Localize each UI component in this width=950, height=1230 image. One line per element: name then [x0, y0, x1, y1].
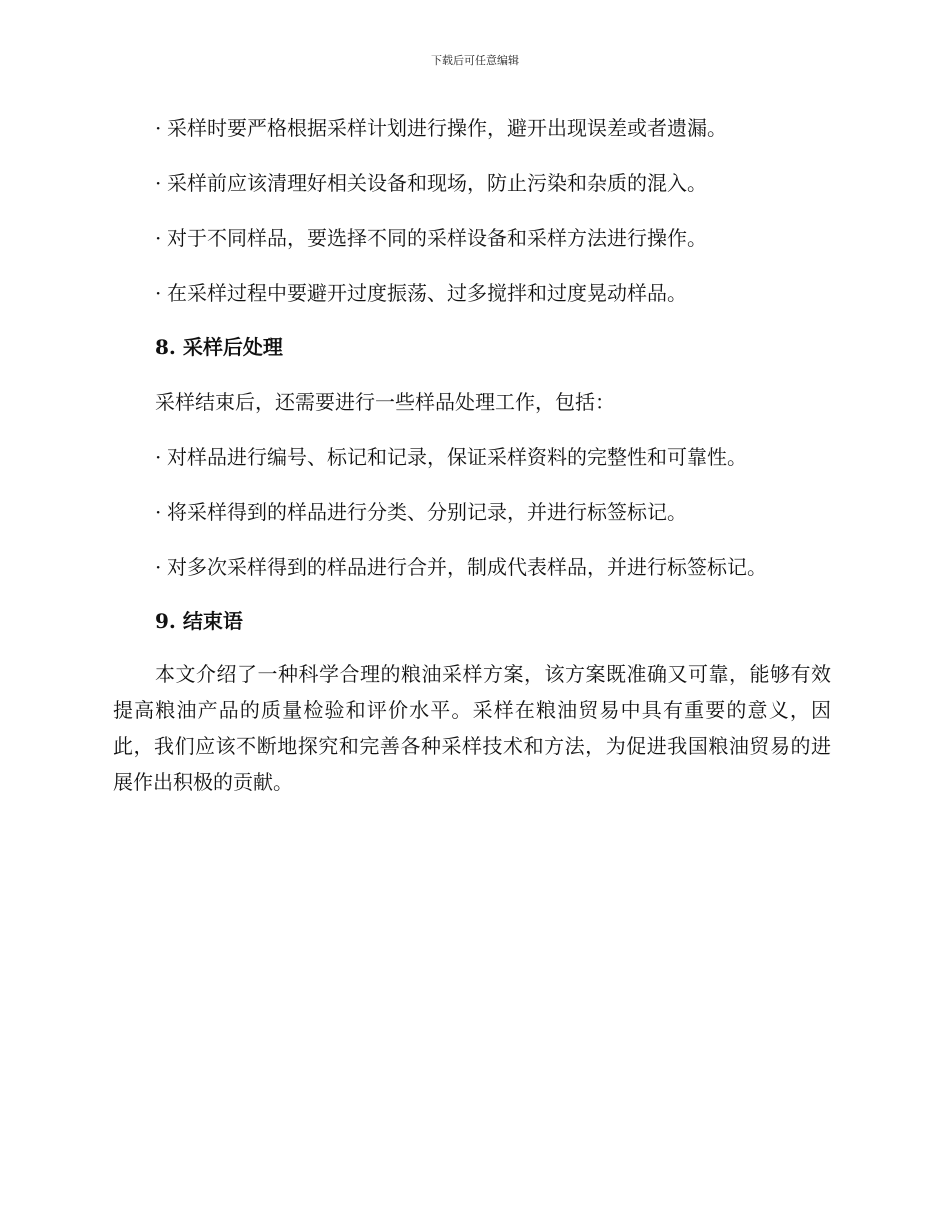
bullet-item [155, 114, 727, 142]
bullet-item [155, 279, 687, 307]
section-heading: 9. 结束语 [155, 609, 243, 633]
bullet-text: 对多次采样得到的样品进行合并，制成代表样品，并进行标签标记。 [167, 555, 767, 579]
bullet-dot: · [155, 500, 162, 524]
bullet-text: 采样时要严格根据采样计划进行操作，避开出现误差或者遗漏。 [167, 116, 727, 140]
bullet-item [155, 169, 707, 197]
bullet-dot: · [155, 226, 162, 250]
bullet-text: 对样品进行编号、标记和记录，保证采样资料的完整性和可靠性。 [167, 445, 747, 469]
bullet-dot: · [155, 116, 162, 140]
conclusion-paragraph: 本文介绍了一种科学合理的粮油采样方案，该方案既准确又可靠，能够有效提高粮油产品的质量检验和评价水平。采样在粮油贸易中具有重要的意义，因此，我们应该不断地探究和完善各种采样技术和方法，为促进我国粮油贸易的进展作出积极的贡献。 [113, 662, 831, 794]
bullet-item [155, 553, 767, 581]
bullet-dot: · [155, 171, 162, 195]
bullet-item [155, 224, 707, 252]
bullet-dot: · [155, 445, 162, 469]
page-header: 下载后可任意编辑 [431, 54, 519, 67]
section-heading: 8. 采样后处理 [155, 335, 283, 359]
bullet-dot: · [155, 281, 162, 305]
bullet-item [155, 498, 687, 526]
bullet-dot: · [155, 555, 162, 579]
bullet-text: 将采样得到的样品进行分类、分别记录，并进行标签标记。 [167, 500, 687, 524]
bullet-item [155, 443, 747, 471]
bullet-text: 对于不同样品，要选择不同的采样设备和采样方法进行操作。 [167, 226, 707, 250]
bullet-text: 采样前应该清理好相关设备和现场，防止污染和杂质的混入。 [167, 171, 707, 195]
bullet-text: 在采样过程中要避开过度振荡、过多搅拌和过度晃动样品。 [167, 281, 687, 305]
section-intro: 采样结束后，还需要进行一些样品处理工作，包括： [155, 390, 615, 414]
